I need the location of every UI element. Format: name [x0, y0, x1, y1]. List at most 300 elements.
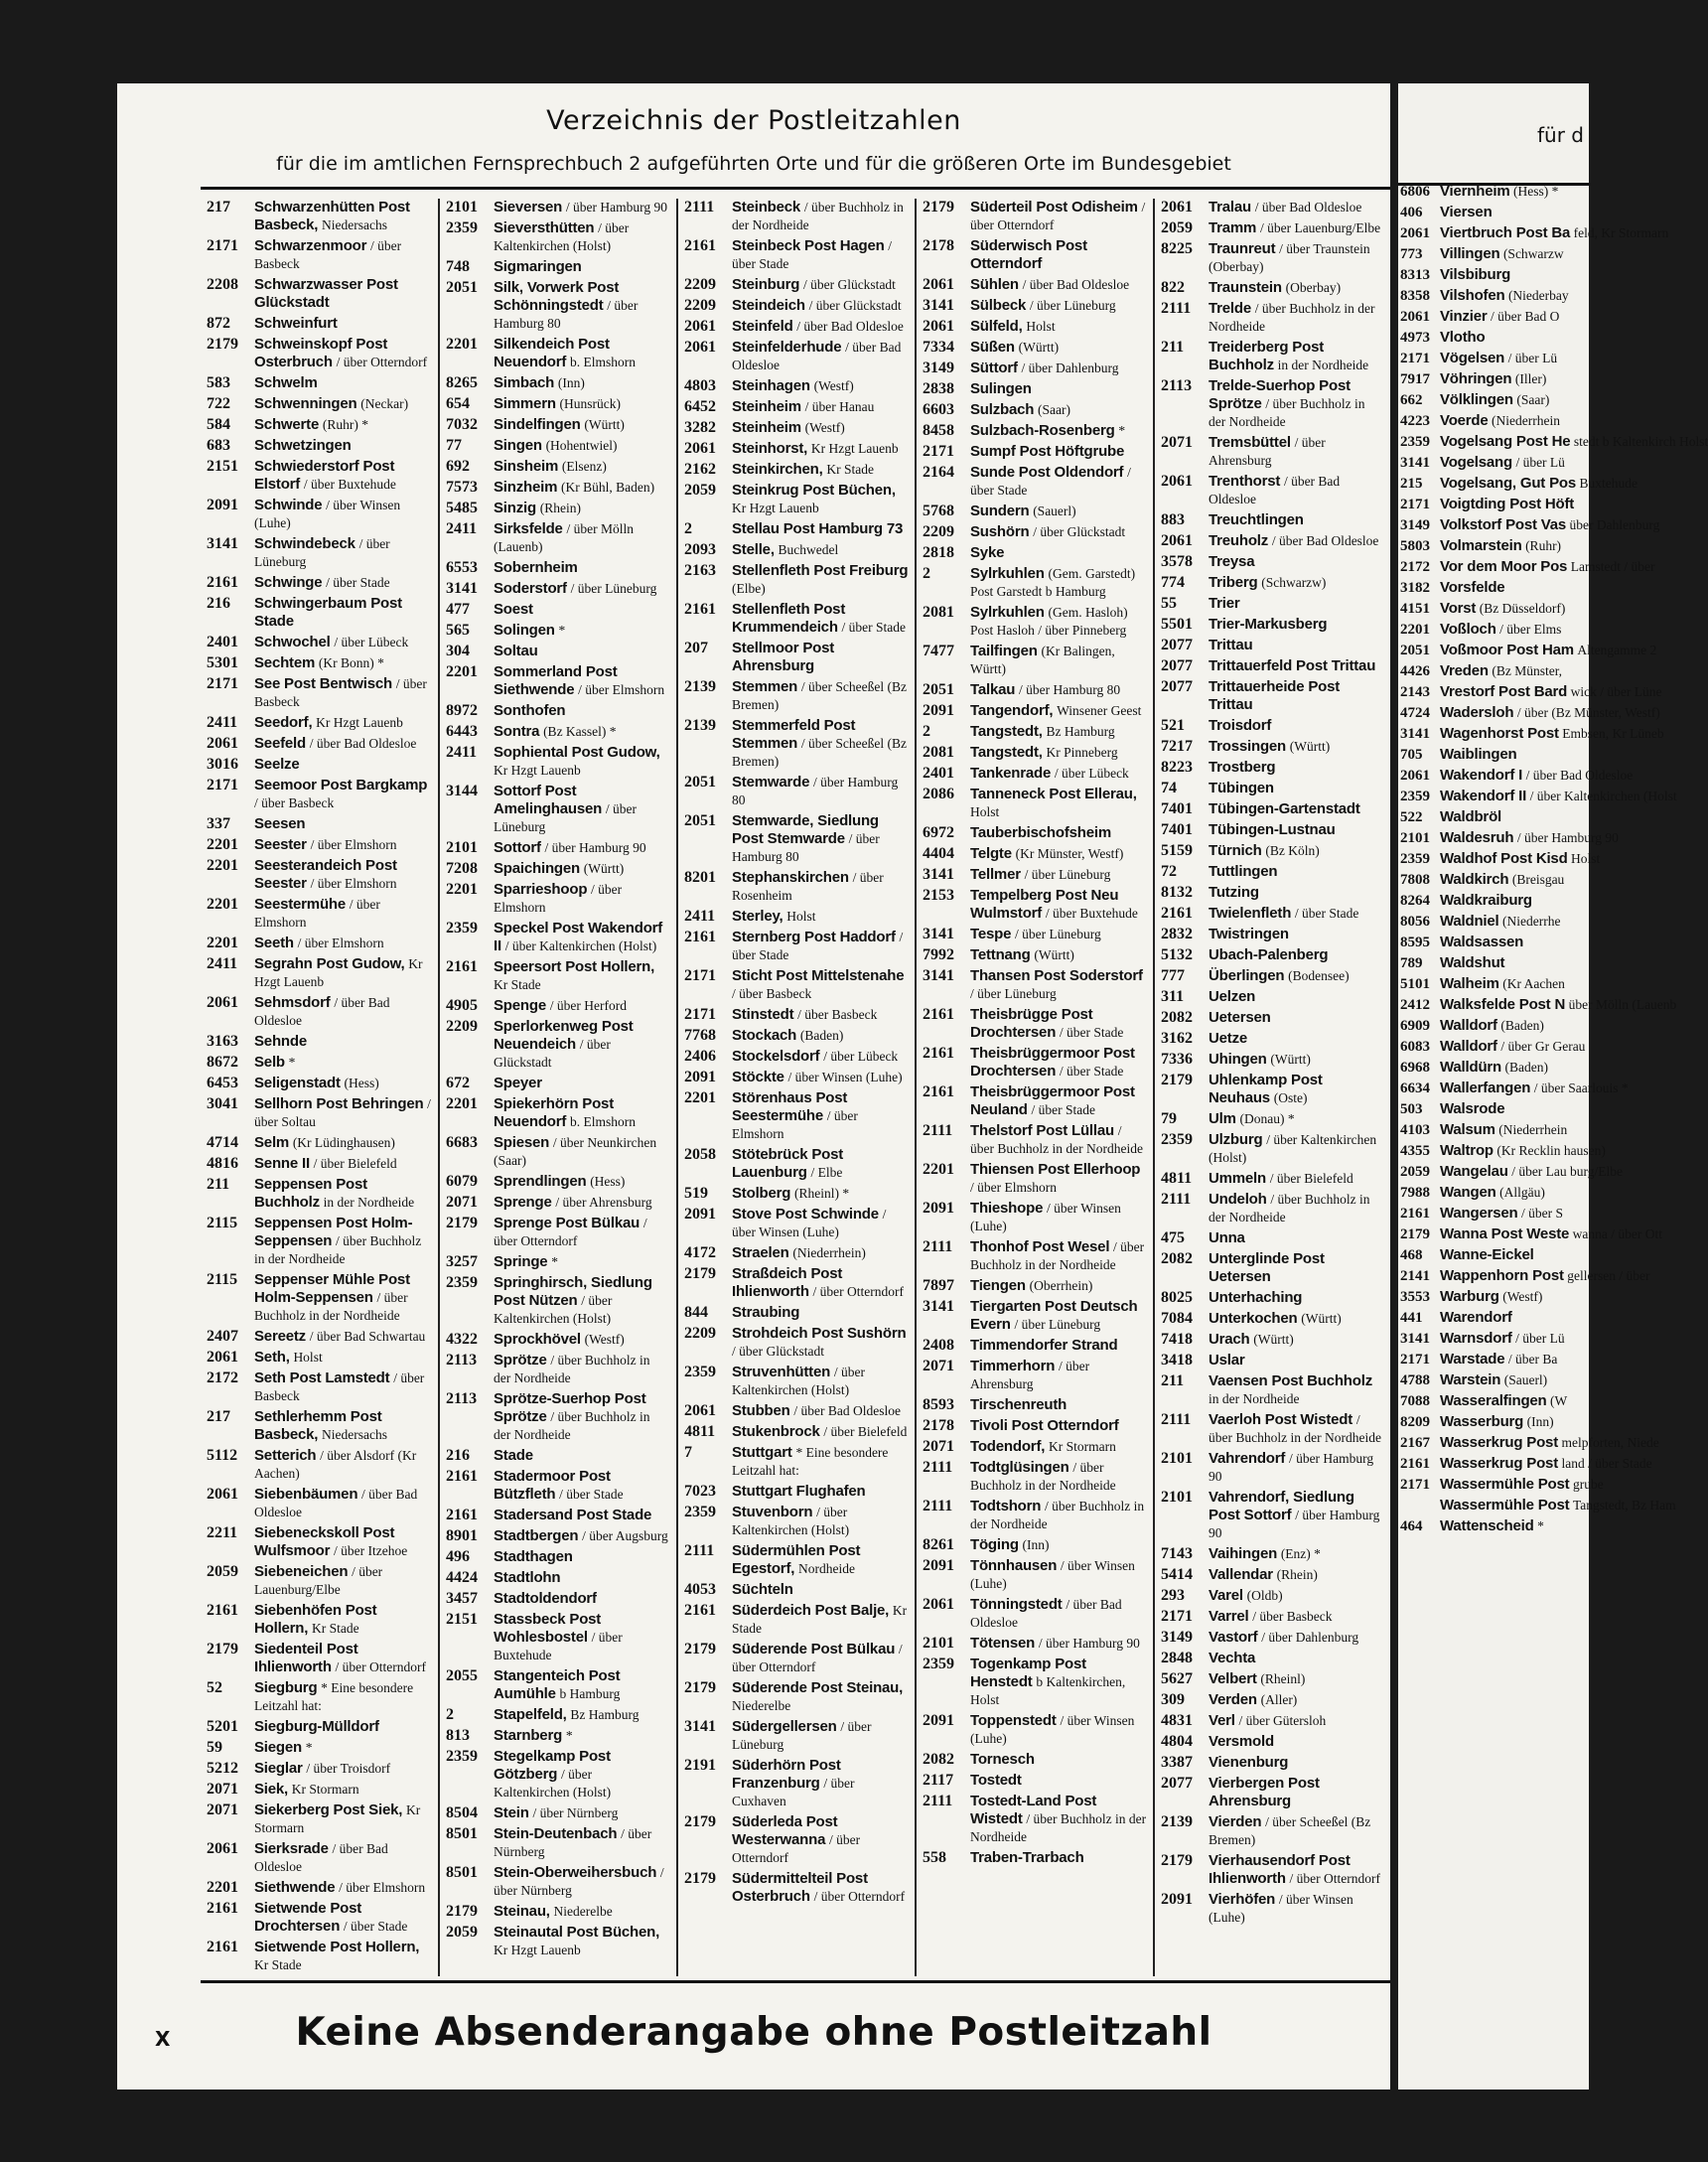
postal-code: 7023 — [684, 1483, 716, 1500]
postal-code: 2139 — [684, 678, 716, 695]
postal-code: 5627 — [1161, 1670, 1193, 1687]
postal-code: 4804 — [1161, 1733, 1193, 1750]
postal-code: 77 — [446, 437, 462, 454]
place-detail: / über Lauenburg/Elbe — [254, 1564, 383, 1597]
place-name: Stein — [494, 1804, 529, 1821]
postal-code: 2051 — [684, 774, 716, 791]
entry-text — [1440, 1142, 1606, 1160]
directory-entry — [923, 1358, 1147, 1393]
directory-entry — [1400, 1288, 1599, 1306]
place-name: Schwarzwasser Post Glückstadt — [254, 276, 398, 311]
entry-text — [1209, 1131, 1384, 1167]
directory-entry — [446, 458, 670, 476]
directory-entry — [1161, 1411, 1384, 1447]
place-name: Tangstedt, — [970, 744, 1043, 761]
postal-code: 2359 — [1400, 434, 1430, 450]
directory-entry — [207, 315, 432, 333]
postal-code: 2 — [923, 723, 930, 740]
postal-code: 2091 — [207, 497, 238, 513]
place-name: Tralau — [1209, 199, 1251, 216]
place-name: Vallendar — [1209, 1566, 1273, 1583]
directory-entry — [923, 503, 1147, 520]
place-name: Stein-Oberweihersbuch — [494, 1864, 657, 1881]
directory-entry — [446, 783, 670, 836]
place-detail: (Kr Bühl, Baden) — [561, 480, 655, 495]
directory-entry — [1400, 433, 1708, 451]
directory-entry — [1161, 738, 1384, 756]
postal-code: 4053 — [684, 1581, 716, 1598]
place-name: Siekerberg Post Siek, — [254, 1802, 403, 1818]
place-name: Wadersloh — [1440, 704, 1514, 721]
place-name: Velbert — [1209, 1670, 1257, 1687]
place-name: Seester — [254, 836, 307, 853]
directory-entry — [207, 595, 432, 631]
postal-code: 3141 — [207, 535, 238, 552]
directory-entry — [923, 604, 1147, 640]
postal-code: 7143 — [1161, 1545, 1193, 1562]
directory-entry — [207, 1447, 432, 1483]
postal-code: 3457 — [446, 1590, 478, 1607]
directory-entry — [446, 1527, 670, 1545]
place-name: Uhlenkamp Post Neuhaus — [1209, 1072, 1323, 1106]
place-detail: / über Bad Oldesloe — [254, 995, 390, 1028]
entry-text — [494, 1447, 670, 1465]
entry-text — [1209, 800, 1384, 818]
entry-text — [1440, 725, 1664, 743]
entry-text — [1440, 850, 1599, 868]
directory-entry — [1161, 988, 1384, 1006]
entry-text — [1440, 454, 1599, 472]
place-detail: Kr Stade — [732, 1603, 908, 1636]
postal-code: 672 — [446, 1075, 470, 1091]
directory-entry — [1161, 240, 1384, 276]
place-name: Sigmaringen — [494, 258, 582, 275]
entry-text — [494, 1590, 670, 1608]
entry-text — [1209, 842, 1384, 860]
entry-text — [254, 1328, 432, 1346]
entry-text — [732, 1402, 909, 1420]
directory-entry — [207, 1879, 432, 1897]
postal-code: 4151 — [1400, 601, 1430, 617]
postal-code: 883 — [1161, 511, 1185, 528]
place-name: Wasserkrug Post — [1440, 1434, 1558, 1451]
postal-code: 2359 — [1400, 851, 1430, 867]
entry-text — [1209, 1331, 1384, 1349]
place-name: Togenkamp Post Henstedt — [970, 1656, 1086, 1690]
entry-text — [732, 1444, 909, 1480]
directory-entry — [684, 1206, 909, 1241]
entry-text — [1440, 934, 1599, 951]
place-detail: (Sauerl) — [1503, 1372, 1548, 1387]
directory-entry — [446, 1274, 670, 1328]
postal-code: 477 — [446, 601, 470, 618]
entry-text — [494, 258, 670, 276]
postal-code: 2401 — [923, 765, 954, 782]
postal-code: 3149 — [923, 360, 954, 376]
place-detail: Niedersachs — [322, 1427, 388, 1442]
place-name: Völklingen — [1440, 391, 1513, 408]
directory-entry — [446, 920, 670, 955]
postal-code: 311 — [1161, 988, 1185, 1005]
directory-entry — [207, 535, 432, 571]
place-name: Thonhof Post Wesel — [970, 1238, 1110, 1255]
place-name: Süttorf — [970, 360, 1018, 376]
place-name: Straubing — [732, 1304, 800, 1321]
entry-text — [970, 926, 1147, 943]
place-name: Versmold — [1209, 1733, 1274, 1750]
postal-code: 2201 — [207, 935, 238, 951]
place-name: Wakendorf II — [1440, 788, 1527, 804]
directory-entry — [207, 1563, 432, 1599]
postal-code: 813 — [446, 1727, 470, 1744]
place-name: Sophiental Post Gudow, — [494, 744, 660, 761]
postal-code: 6453 — [207, 1075, 238, 1091]
directory-entry — [207, 1349, 432, 1367]
postal-code: 2161 — [684, 929, 716, 945]
entry-text — [732, 377, 909, 395]
directory-entry — [446, 1924, 670, 1959]
place-name: Stelle, — [732, 541, 775, 558]
place-detail: Embsen, Kr Lüneb — [1562, 726, 1664, 741]
place-name: Stinstedt — [732, 1006, 794, 1023]
place-name: Vorsfelde — [1440, 579, 1505, 596]
directory-entry — [684, 929, 909, 964]
place-name: Vinzier — [1440, 308, 1488, 325]
place-name: Sumpf Post Höftgrube — [970, 443, 1125, 460]
postal-code: 4426 — [1400, 663, 1430, 679]
place-detail: / über Buchholz in der Nordheide — [1209, 1192, 1370, 1225]
place-name: Steinfeld — [732, 318, 793, 335]
postal-code: 2171 — [923, 443, 954, 460]
entry-text — [1440, 1371, 1599, 1389]
place-detail: / über Bad Oldesloe — [796, 319, 904, 334]
directory-entry — [923, 824, 1147, 842]
place-name: Tönningstedt — [970, 1596, 1063, 1613]
place-detail: / über Stade — [841, 620, 907, 635]
entry-text — [1440, 788, 1677, 805]
postal-code: 2051 — [446, 279, 478, 296]
place-name: Stemwarde — [732, 774, 810, 791]
directory-column — [1155, 199, 1390, 1976]
place-name: Trittau — [1209, 637, 1253, 653]
entry-text — [1209, 1072, 1384, 1107]
entry-text — [1440, 829, 1619, 847]
top-rule — [201, 187, 1390, 190]
entry-text — [254, 1075, 432, 1092]
place-detail: / über Buchholz in der Nordheide — [254, 1233, 422, 1266]
directory-entry — [446, 1548, 670, 1566]
entry-text — [1209, 1712, 1384, 1730]
directory-column — [917, 199, 1155, 1976]
postal-code: 337 — [207, 815, 230, 832]
entry-text — [732, 812, 909, 866]
postal-code: 3257 — [446, 1253, 478, 1270]
postal-code: 304 — [446, 643, 470, 659]
entry-text — [970, 380, 1147, 398]
directory-entry — [446, 1075, 670, 1092]
place-detail: (Niederbay — [1507, 288, 1569, 303]
entry-text — [494, 279, 670, 333]
entry-text — [254, 955, 432, 991]
directory-entry — [923, 339, 1147, 357]
entry-text — [494, 1569, 670, 1587]
directory-entry — [684, 678, 909, 714]
place-name: Treysa — [1209, 553, 1255, 570]
entry-text — [1440, 1163, 1624, 1181]
place-name: Schwelm — [254, 374, 318, 391]
directory-entry — [207, 276, 432, 312]
place-name: Seppenser Mühle Post Holm-Seppensen — [254, 1271, 410, 1306]
postal-code: 6443 — [446, 723, 478, 740]
postal-code: 503 — [1400, 1101, 1423, 1117]
entry-text — [1440, 1309, 1599, 1327]
place-detail: / über Buchholz in der Nordheide — [732, 200, 904, 232]
place-detail: (Baden) — [1504, 1060, 1548, 1075]
entry-text — [970, 1358, 1147, 1393]
entry-text — [254, 836, 432, 854]
entry-text — [494, 1352, 670, 1387]
place-name: Uetersen — [1209, 1009, 1271, 1026]
place-detail: / über Nürnberg — [494, 1865, 664, 1898]
place-detail: / über Hamburg 80 — [732, 775, 899, 807]
directory-entry — [207, 199, 432, 234]
directory-entry — [1161, 300, 1384, 336]
directory-entry — [446, 839, 670, 857]
entry-text — [254, 574, 432, 592]
place-detail: / über Stade — [970, 465, 1131, 498]
directory-entry — [207, 1781, 432, 1799]
entry-text — [732, 1244, 909, 1262]
postal-code: 2171 — [684, 967, 716, 984]
entry-text — [970, 401, 1147, 419]
place-name: Seeth — [254, 935, 294, 951]
place-detail: / über Nürnberg — [532, 1805, 619, 1820]
place-name: Warnsdorf — [1440, 1330, 1512, 1347]
entry-text — [1440, 662, 1599, 680]
directory-entry — [923, 887, 1147, 923]
entry-text — [970, 199, 1147, 234]
place-detail: / über Otterndorf — [812, 1284, 905, 1299]
entry-text — [1440, 996, 1677, 1014]
directory-entry — [1161, 657, 1384, 675]
place-detail: / über Hamburg 80 — [732, 831, 880, 864]
place-detail: / über Lü — [1515, 1331, 1565, 1346]
entry-text — [970, 1337, 1147, 1355]
adjacent-column — [1400, 183, 1708, 1980]
place-detail: / über Dahlenburg — [1261, 1630, 1359, 1645]
entry-text — [970, 503, 1147, 520]
postal-code: 2201 — [684, 1089, 716, 1106]
entry-text — [494, 663, 670, 699]
entry-text — [1209, 1450, 1384, 1486]
postal-code: 74 — [1161, 780, 1177, 796]
directory-entry — [446, 663, 670, 699]
postal-code: 2115 — [207, 1271, 238, 1288]
directory-entry — [1161, 821, 1384, 839]
directory-entry — [923, 464, 1147, 500]
page-subtitle: für die im amtlichen Fernsprechbuch 2 aufgeführten Orte und für die größeren Orte im Bundesgebiet — [276, 153, 1231, 175]
directory-entry — [1400, 475, 1637, 493]
postal-code: 8313 — [1400, 267, 1430, 283]
place-detail: Kr Pinneberg — [1046, 745, 1118, 760]
postal-code: 2115 — [207, 1215, 238, 1231]
entry-text — [494, 1468, 670, 1504]
directory-entry — [1400, 600, 1599, 618]
place-detail: / über Hamburg 90 — [544, 840, 646, 855]
postal-code: 3016 — [207, 756, 238, 773]
place-name: Simmern — [494, 395, 556, 412]
place-detail: / über Kaltenkirchen (Holst) — [732, 1505, 850, 1537]
entry-text — [732, 419, 909, 437]
entry-text — [1440, 1080, 1629, 1097]
entry-text — [1209, 511, 1384, 529]
place-name: Telgte — [970, 845, 1012, 862]
entry-text — [970, 339, 1147, 357]
directory-entry — [1161, 1229, 1384, 1247]
place-detail: (Bodensee) — [1288, 968, 1350, 983]
place-name: Ubach-Palenberg — [1209, 946, 1329, 963]
entry-text — [732, 1089, 909, 1143]
entry-text — [732, 440, 909, 458]
entry-text — [732, 199, 909, 234]
place-name: Süßen — [970, 339, 1015, 356]
place-name: Sühlen — [970, 276, 1019, 293]
entry-text — [732, 1813, 909, 1867]
place-name: Walsum — [1440, 1121, 1495, 1138]
place-detail: / über Otterndorf — [494, 1216, 647, 1248]
directory-entry — [1400, 788, 1677, 805]
postal-code: 2117 — [923, 1772, 954, 1789]
place-name: Sülbeck — [970, 297, 1027, 314]
postal-code: 2161 — [923, 1006, 954, 1023]
place-detail: (Hohentwiel) — [545, 438, 618, 453]
directory-entry — [1161, 1352, 1384, 1369]
place-detail: (Rhein) — [539, 501, 581, 515]
entry-text — [254, 735, 432, 753]
directory-entry — [1400, 1184, 1599, 1202]
place-detail: / über Glückstadt — [1033, 524, 1126, 539]
entry-text — [970, 544, 1147, 562]
directory-entry — [684, 1757, 909, 1810]
postal-code: 2161 — [1400, 1206, 1430, 1222]
entry-text — [494, 622, 670, 640]
place-name: Stadermoor Post Bützfleth — [494, 1468, 611, 1503]
place-name: Seestermühe — [254, 896, 347, 913]
postal-code: 2411 — [207, 955, 238, 972]
entry-text — [254, 1524, 432, 1560]
postal-code: 8901 — [446, 1527, 478, 1544]
directory-entry — [684, 1048, 909, 1066]
postal-code: 7 — [684, 1444, 692, 1461]
postal-code: 8672 — [207, 1054, 238, 1071]
place-name: Stadtbergen — [494, 1527, 579, 1544]
directory-entry — [684, 1244, 909, 1262]
entry-text — [970, 1200, 1147, 1235]
entry-text — [732, 1069, 909, 1086]
place-name: Selm — [254, 1134, 290, 1151]
place-name: Vaensen Post Buchholz — [1209, 1372, 1373, 1389]
postal-code: 2113 — [1161, 377, 1193, 394]
directory-entry — [446, 1667, 670, 1703]
place-name: Vaihingen — [1209, 1545, 1278, 1562]
postal-code: 3141 — [923, 1298, 954, 1315]
directory-entry — [446, 1018, 670, 1072]
entry-text — [970, 1045, 1147, 1081]
place-name: Stegelkamp Post Götzberg — [494, 1748, 611, 1783]
entry-text — [494, 395, 670, 413]
place-name: Stadtlohn — [494, 1569, 561, 1586]
place-detail: / über Lüneburg — [494, 801, 637, 834]
postal-code: 2211 — [207, 1524, 238, 1541]
place-name: Stötebrück Post Lauenburg — [732, 1146, 844, 1181]
place-name: Ulm — [1209, 1110, 1236, 1127]
postal-code: 2161 — [207, 1602, 238, 1619]
place-detail: / über Ahrensburg — [555, 1195, 652, 1210]
directory-entry — [684, 1325, 909, 1361]
place-detail: (Rheinl) * — [794, 1186, 850, 1201]
directory-entry — [684, 601, 909, 637]
postal-code: 5101 — [1400, 976, 1430, 992]
place-detail: Bz Hamburg — [570, 1707, 640, 1722]
place-name: Südermühlen Post Egestorf, — [732, 1542, 861, 1577]
place-name: Tespe — [970, 926, 1012, 942]
postal-code: 2359 — [684, 1504, 716, 1520]
directory-entry — [207, 374, 432, 392]
entry-text — [254, 1840, 432, 1876]
postal-code: 2359 — [446, 920, 478, 937]
place-name: Stockach — [732, 1027, 797, 1044]
place-detail: (Neckar) — [360, 396, 409, 411]
directory-entry — [446, 1748, 670, 1802]
entry-text — [970, 967, 1147, 1003]
directory-entry — [1161, 574, 1384, 592]
entry-text — [494, 1215, 670, 1250]
entry-text — [732, 678, 909, 714]
postal-code: 565 — [446, 622, 470, 639]
directory-entry — [1400, 746, 1599, 764]
directory-entry — [446, 199, 670, 216]
postal-code: 2171 — [207, 777, 238, 793]
postal-code: 496 — [446, 1548, 470, 1565]
place-detail: (Niederrhein — [1498, 1122, 1568, 1137]
place-name: Steindeich — [732, 297, 805, 314]
place-name: Stolberg — [732, 1185, 791, 1202]
place-detail: (Westf) — [804, 420, 845, 435]
postal-code: 2091 — [923, 1712, 954, 1729]
place-name: Sottorf — [494, 839, 541, 856]
place-name: Todendorf, — [970, 1438, 1046, 1455]
postal-code: 7088 — [1400, 1393, 1430, 1409]
entry-text — [494, 219, 670, 255]
entry-text — [970, 744, 1147, 762]
directory-entry — [207, 1271, 432, 1325]
entry-text — [254, 815, 432, 833]
place-detail: / über Bad Oldesloe — [793, 1403, 901, 1418]
postal-code: 2359 — [1161, 1131, 1193, 1148]
place-detail: (Sauerl) — [1033, 504, 1076, 518]
directory-entry — [446, 1590, 670, 1608]
directory-entry — [207, 1033, 432, 1051]
place-detail: / über Elmshorn — [297, 936, 384, 950]
directory-entry — [684, 1364, 909, 1399]
entry-text — [1440, 516, 1660, 534]
place-detail: / über Winsen (Luhe) — [970, 1201, 1121, 1233]
entry-text — [1209, 1629, 1384, 1647]
entry-text — [494, 437, 670, 455]
directory-entry — [684, 1679, 909, 1715]
entry-text — [970, 523, 1147, 541]
place-detail: / über Buchholz in der Nordheide — [254, 1290, 408, 1323]
